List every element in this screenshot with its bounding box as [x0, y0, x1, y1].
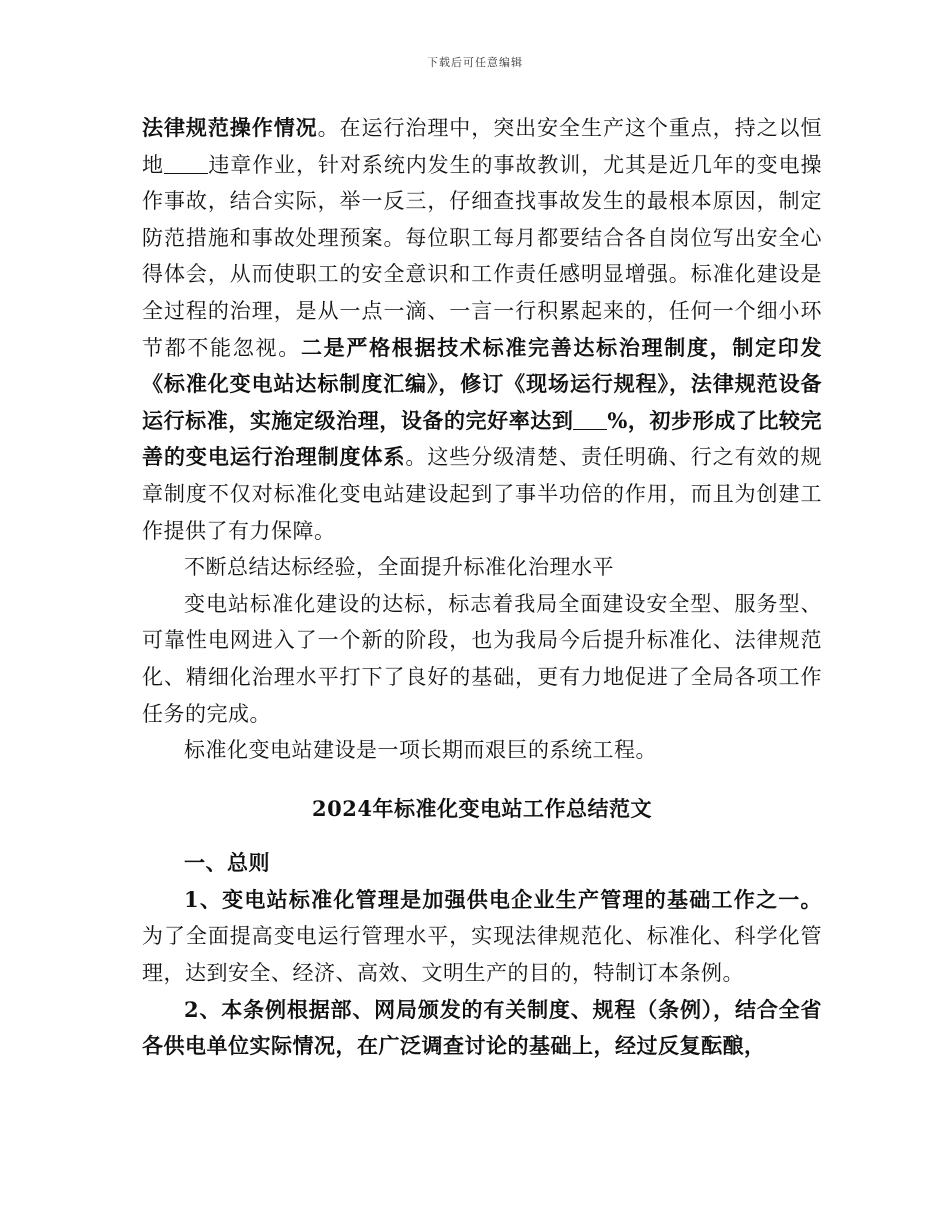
article-1-bold-text: 1、变电站标准化管理是加强供电企业生产管理的基础工作之一。 [184, 886, 822, 912]
section-heading: 一、总则 [184, 850, 270, 876]
body-text: 。这些分级清楚、责任明确、行之有效的规章制度不仅对标准化变电站建设起到了事半功倍的作用，而且为创建工作提供了有力保障。 [142, 445, 823, 543]
lead-bold-text: 法律规范操作情况 [142, 115, 318, 140]
document-title: 2024年标准化变电站工作总结范文 [312, 795, 652, 821]
paragraph-achievement: 变电站标准化建设的达标，标志着我局全面建设安全型、服务型、可靠性电网进入了一个新的阶段，也为我局今后提升标准化、法律规范化、精细化治理水平打下了良好的基础，更有力地促进了全局各项工作任务的完成。 [142, 591, 822, 726]
article-1 [142, 882, 822, 992]
article-2: 2、本条例根据部、网局颁发的有关制度、规程（条例），结合全省各供电单位实际情况，在广泛调查讨论的基础上，经过反复酝酿， [142, 996, 822, 1059]
document-body [142, 110, 822, 1065]
subheading-summary: 不断总结达标经验，全面提升标准化治理水平 [184, 555, 614, 580]
bold-text: 二是严格根据技术标准完善达标治理制度，制定印发《标准化变电站达标制度汇编》，修订《现场运行规程》，法律规范设备运行标准，实施定级治理，设备的完好率达到 [142, 334, 823, 433]
fill-in-blank [164, 152, 208, 174]
article-1-text: 为了全面提高变电运行管理水平，实现法律规范化、标准化、科学化管理，达到安全、经济、高效、文明生产的目的，特制订本条例。 [142, 924, 822, 986]
page-header: 下载后可任意编辑 [427, 56, 523, 69]
fill-in-blank [573, 408, 607, 430]
bold-text: %，初步形成了比较完善的变电运行治理制度体系 [142, 407, 822, 470]
paragraph-long-term: 标准化变电站建设是一项长期而艰巨的系统工程。 [184, 738, 657, 763]
paragraph-operation-management [142, 110, 822, 549]
body-text: 。在运行治理中，突出安全生产这个重点，持之以恒地 [142, 116, 823, 177]
body-text: 违章作业，针对系统内发生的事故教训，尤其是近几年的变电操作事故，结合实际，举一反三，仔细查找事故发生的最根本原因，制定防范措施和事故处理预案。每位职工每月都要结合各自岗位写出安全心得体会，从而使职工的安全意识和工作责任感明显增强。标准化建设是全过程的治理，是从一点一滴、一言一行积累起来的，任何一个细小环节都不能忽视。 [142, 152, 823, 360]
